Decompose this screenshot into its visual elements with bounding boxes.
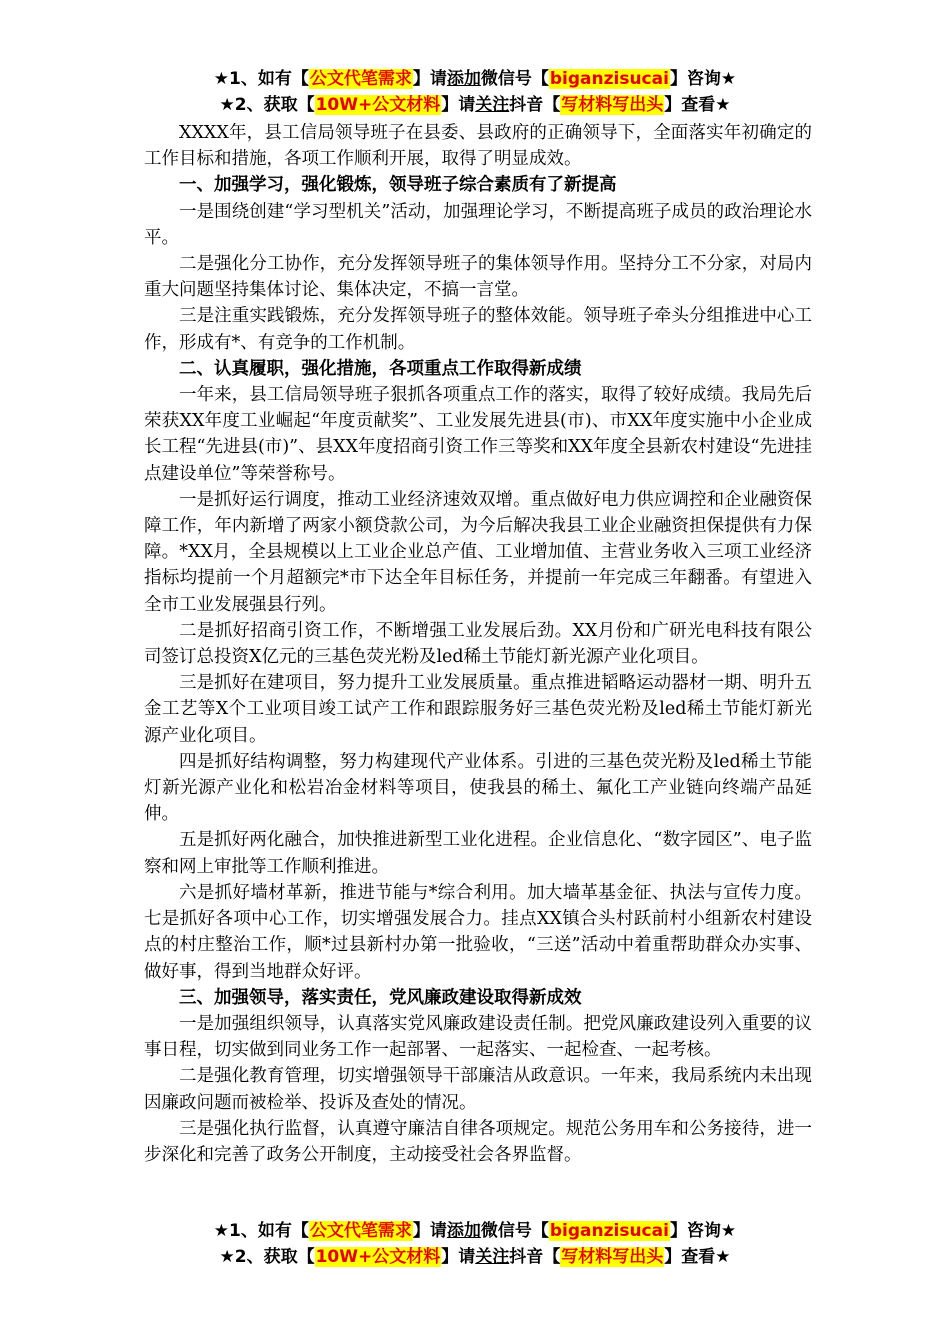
footer2-highlight-douyin: 写材料写出头 (561, 1247, 664, 1267)
footer2-text-a: ★2、获取【 (219, 1247, 315, 1267)
footer1-highlight-wechat: biganzisucai (549, 1221, 669, 1241)
section-2-paragraph-0: 一年来，县工信局领导班子狠抓各项重点工作的落实，取得了较好成绩。我局先后荣获XX年度工业崛起“年度贡献奖”、工业发展先进县(市)、市XX年度实施中小企业成长工程“先进县(市)”、县XX年度招商引资工作三等奖和XX年度全县新农村建设“先进挂点建设单位”等荣誉称号。 (144, 385, 812, 484)
banner-line-2 (0, 92, 950, 119)
banner2-text-e: 抖音【 (509, 95, 561, 115)
footer2-text-g: 】查看★ (664, 1247, 731, 1267)
footer2-highlight-materials: 10W+公文材料 (315, 1247, 441, 1267)
section-2-paragraph-3: 三是抓好在建项目，努力提升工业发展质量。重点推进韬略运动器材一期、明升五金工艺等X个工业项目竣工试产工作和跟踪服务好三基色荧光粉及led稀土节能灯新光源产业化项目。 (144, 673, 812, 746)
section-3-paragraph-3: 三是强化执行监督，认真遵守廉洁自律各项规定。规范公务用车和公务接待，进一步深化和完善了政务公开制度，主动接受社会各界监督。 (144, 1118, 812, 1165)
banner1-text-add: 添加 (446, 69, 481, 89)
banner2-highlight-douyin: 写材料写出头 (561, 95, 664, 115)
section-2-paragraph-1: 一是抓好运行调度，推动工业经济速效双增。重点做好电力供应调控和企业融资保障工作，年内新增了两家小额贷款公司，为今后解决我县工业企业融资担保提供有力保障。*XX月，全县规模以上工业企业总产值、工业增加值、主营业务收入三项工业经济指标均提前一个月超额完*市下达全年目标任务，并提前一年完成三年翻番。有望进入全市工业发展强县行列。 (144, 489, 812, 615)
banner1-text-e: 微信号【 (480, 69, 549, 89)
section-1-heading: 一、加强学习，强化锻炼，领导班子综合素质有了新提高 (179, 175, 617, 196)
footer-banner-line-1 (0, 1218, 950, 1245)
banner2-text-c: 】请 (441, 95, 476, 115)
section-2-paragraph-2: 二是抓好招商引资工作，不断增强工业发展后劲。XX月份和广研光电科技有限公司签订总投资X亿元的三基色荧光粉及led稀土节能灯新光源产业化项目。 (144, 620, 812, 668)
section-2-heading: 二、认真履职，强化措施，各项重点工作取得新成绩 (179, 358, 582, 379)
section-1-paragraph-2: 二是强化分工协作，充分发挥领导班子的集体领导作用。坚持分工不分家，对局内重大问题坚持集体讨论、集体决定，不搞一言堂。 (144, 254, 812, 301)
section-3-paragraph-1: 一是加强组织领导，认真落实党风廉政建设责任制。把党风廉政建设列入重要的议事日程，切实做到同业务工作一起部署、一起落实、一起检查、一起考核。 (144, 1013, 812, 1061)
banner2-highlight-materials: 10W+公文材料 (315, 95, 441, 115)
footer1-text-add: 添加 (446, 1221, 481, 1241)
section-1-paragraph-3: 三是注重实践锻炼，充分发挥领导班子的整体效能。领导班子牵头分组推进中心工作，形成有*、有竞争的工作机制。 (144, 306, 812, 353)
footer1-text-a: ★1、如有【 (213, 1221, 309, 1241)
document-body (144, 120, 812, 1168)
section-1-paragraph-1: 一是围绕创建“学习型机关”活动，加强理论学习，不断提高班子成员的政治理论水平。 (144, 201, 812, 248)
section-3-paragraph-2: 二是强化教育管理，切实增强领导干部廉洁从政意识。一年来，我局系统内未出现因廉政问题而被检举、投诉及查处的情况。 (144, 1066, 812, 1113)
section-2-paragraph-4: 四是抓好结构调整，努力构建现代产业体系。引进的三基色荧光粉及led稀土节能灯新光源产业化和松岩冶金材料等项目，使我县的稀土、氟化工产业链向终端产品延伸。 (144, 751, 812, 825)
footer1-text-c: 】请 (412, 1221, 447, 1241)
footer2-text-follow: 关注 (475, 1247, 510, 1267)
footer2-text-e: 抖音【 (509, 1247, 561, 1267)
intro-paragraph: XXXX年，县工信局领导班子在县委、县政府的正确领导下，全面落实年初确定的工作目标和措施，各项工作顺利开展，取得了明显成效。 (144, 123, 812, 170)
section-2-paragraph-6: 六是抓好墙材革新，推进节能与*综合利用。加大墙革基金征、执法与宣传力度。七是抓好各项中心工作，切实增强发展合力。挂点XX镇合头村跃前村小组新农村建设点的村庄整治工作，顺*过县新村办第一批验收，“三送”活动中着重帮助群众办实事、做好事，得到当地群众好评。 (144, 882, 812, 982)
footer-banner-line-2 (0, 1244, 950, 1271)
banner2-text-follow: 关注 (475, 95, 510, 115)
banner1-text-g: 】咨询★ (669, 69, 737, 89)
section-3-heading: 三、加强领导，落实责任，党风廉政建设取得新成效 (179, 987, 582, 1008)
footer2-text-c: 】请 (441, 1247, 476, 1267)
banner1-highlight-service: 公文代笔需求 (309, 69, 412, 89)
footer1-text-e: 微信号【 (480, 1221, 549, 1241)
section-2-paragraph-5: 五是抓好两化融合，加快推进新型工业化进程。企业信息化、“数字园区”、电子监察和网上审批等工作顺利推进。 (144, 830, 812, 877)
banner-line-1 (0, 66, 950, 93)
banner1-highlight-wechat: biganzisucai (549, 69, 669, 89)
footer1-text-g: 】咨询★ (669, 1221, 737, 1241)
banner1-text-c: 】请 (412, 69, 447, 89)
banner2-text-g: 】查看★ (664, 95, 731, 115)
footer1-highlight-service: 公文代笔需求 (309, 1221, 412, 1241)
banner2-text-a: ★2、获取【 (219, 95, 315, 115)
banner1-text-a: ★1、如有【 (213, 69, 309, 89)
